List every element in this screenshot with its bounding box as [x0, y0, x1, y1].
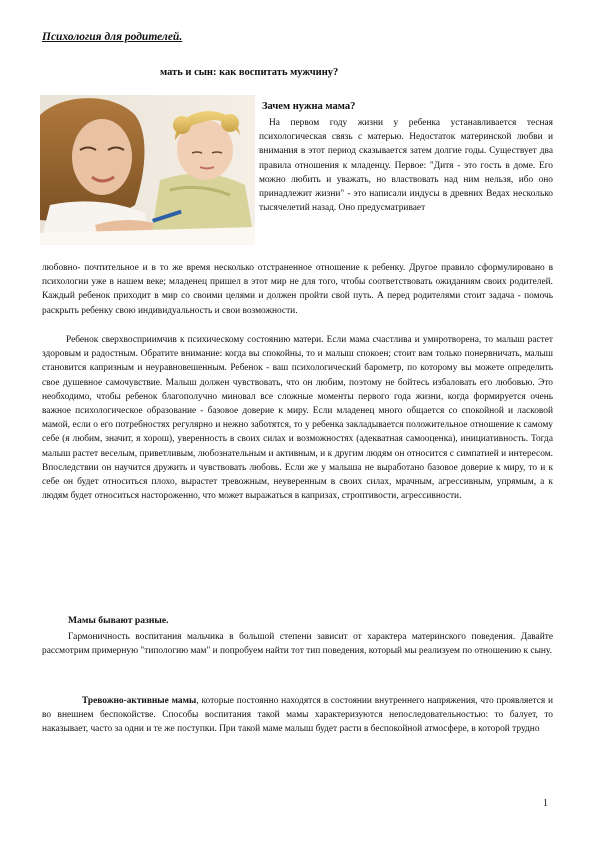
article-title: мать и сын: как воспитать мужчину?	[160, 67, 339, 78]
paragraph-1-part-2: любовно- почтительное и в то же время несколько отстраненное отношение к ребенку. Другое правило сформулировано в психологии уже в нашем веке; младенец пришел в этот мир не для того, чтобы соответствовать ожиданиям своих родителей. Каждый ребенок приходит в мир со своими целями и должен пройти свой путь. А перед родителями стоит задача - помочь раскрыть ребенку свою индивидуальность и свои возможности.	[42, 263, 553, 316]
paragraph-4-text: , которые постоянно находятся в состоянии внутреннего напряжения, что проявляется и во внешнем беспокойстве. Способы воспитания такой мамы характеризуются непоследовательностью: то балует, то наказывает, часто за одни и те же поступки. При такой маме малыш будет расти в беспокойной атмосфере, в которой трудно	[42, 696, 553, 735]
photo-illustration	[40, 95, 255, 245]
mother-and-child-photo	[40, 95, 255, 245]
document-header: Психология для родителей.	[42, 31, 183, 43]
section-title: Зачем нужна мама?	[262, 101, 356, 112]
paragraph-3: Гармоничность воспитания мальчика в большой степени зависит от характера материнского поведения. Давайте рассмотрим примерную "типологию мам" и попробуем найти тот тип поведения, который мы реализуем по отношению к сыну.	[42, 632, 553, 657]
subheading-moms-types: Мамы бывают разные.	[68, 615, 169, 626]
paragraph-4-bold-term: Тревожно-активные мамы	[82, 696, 197, 706]
paragraph-4	[42, 694, 553, 766]
paragraph-2: Ребенок сверхвосприимчив к психическому состоянию матери. Если мама счастлива и умиротворена, то малыш растет здоровым и радостным. Обратите внимание: когда вы спокойны, то и малыш спокоен; стоит вам только понервничать, малыш становится капризным и неуравновешенным. Ребенок - ваш психологический барометр, по которому вы можете определить свое душевное самочувствие. Малыш должен чувствовать, что он любим, поэтому не бойтесь избаловать его любовью. Это необходимо, чтобы ребенок благополучно миновал все сложные моменты первого года жизни, когда формируется очень важное психологическое образование - базовое доверие к миру. Если младенец много общается со спокойной и ласковой мамой, если о его потребностях регулярно и нежно заботятся, то у ребенка закладывается положительное отношение к самому себе (я любим, значит, я хорош), уверенность в своих силах и возможностях (адекватная самооценка), инициативность. Тогда малыш растет веселым, приветливым, любознательным и активным, и к другим людям он относится с симпатией и интересом. Впоследствии он научится дружить и чувствовать любовь. Если же у малыша не выработано базовое доверие к миру, то и к себе он будет относиться плохо, вырастет тревожным, неуверенным в своих силах, мрачным, агрессивным, упрямым, а к людям будет относиться настороженно, что может выражаться в капризах, строптивости, агрессивности.	[42, 335, 553, 502]
paragraph-1-part-1: На первом году жизни у ребенка устанавливается тесная психологическая связь с матерью. Недостаток материнской любви и внимания в этот период сказывается затем долгие годы. Существует два правила отношения к младенцу. Первое: "Дитя - это гость в доме. Его можно любить и уважать, но властвовать над ним нельзя, ибо оно принадлежит жизни" - это написали индусы в древних Ведах несколько тысячелетий назад. Оно предусматривает	[259, 118, 553, 214]
page-number: 1	[543, 798, 548, 809]
